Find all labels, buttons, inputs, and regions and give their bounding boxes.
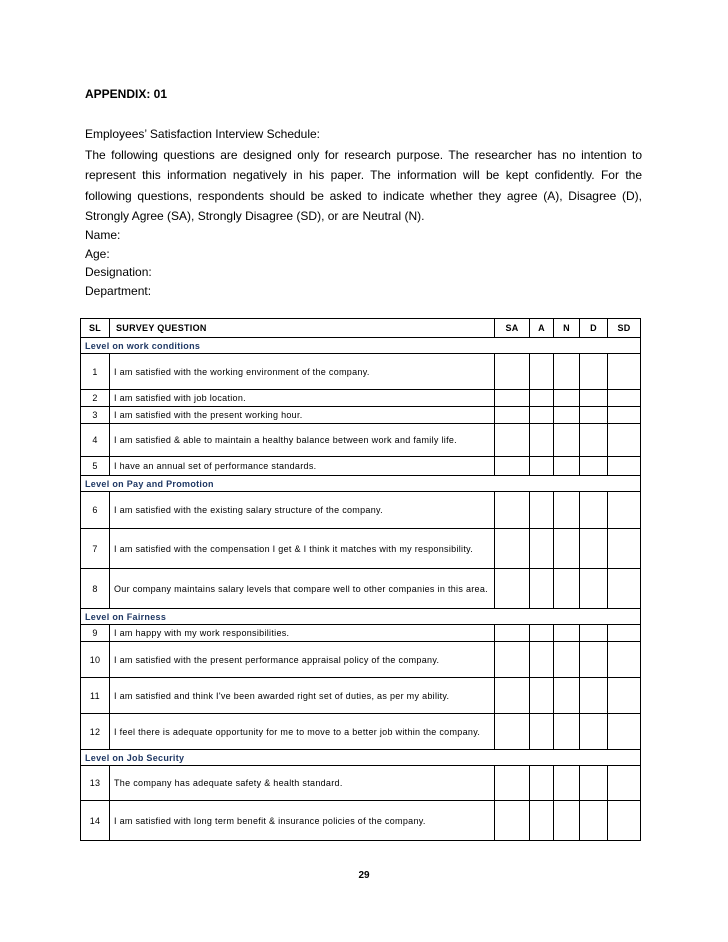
table-row [81, 424, 641, 457]
table-row [81, 354, 641, 390]
row-question: The company has adequate safety & health standard. [110, 766, 495, 801]
answer-cell-sd[interactable] [608, 354, 641, 390]
answer-cell-sa[interactable] [495, 529, 530, 569]
answer-cell-sd[interactable] [608, 390, 641, 407]
row-sl: 2 [81, 390, 110, 407]
answer-cell-sa[interactable] [495, 801, 530, 841]
section-row [81, 476, 641, 492]
page-number: 29 [358, 870, 370, 881]
row-question: I am satisfied with the present performance appraisal policy of the company. [110, 642, 495, 678]
row-question: I am happy with my work responsibilities. [110, 625, 495, 642]
row-question: I am satisfied & able to maintain a healthy balance between work and family life. [110, 424, 495, 457]
answer-cell-a[interactable] [530, 492, 554, 529]
row-sl: 14 [81, 801, 110, 841]
answer-cell-sa[interactable] [495, 492, 530, 529]
intro-title: Employees’ Satisfaction Interview Schedule: [85, 127, 321, 141]
answer-cell-a[interactable] [530, 424, 554, 457]
answer-cell-n[interactable] [554, 766, 580, 801]
table-row [81, 642, 641, 678]
answer-cell-sa[interactable] [495, 678, 530, 714]
answer-cell-sa[interactable] [495, 390, 530, 407]
intro-block [85, 124, 642, 227]
answer-cell-d[interactable] [580, 424, 608, 457]
answer-cell-n[interactable] [554, 390, 580, 407]
table-row [81, 529, 641, 569]
answer-cell-n[interactable] [554, 801, 580, 841]
answer-cell-n[interactable] [554, 678, 580, 714]
section-row [81, 338, 641, 354]
answer-cell-a[interactable] [530, 407, 554, 424]
appendix-heading: APPENDIX: 01 [85, 87, 168, 101]
row-sl: 7 [81, 529, 110, 569]
answer-cell-n[interactable] [554, 457, 580, 476]
section-row [81, 609, 641, 625]
answer-cell-a[interactable] [530, 642, 554, 678]
row-question: I am satisfied and think I've been awarded right set of duties, as per my ability. [110, 678, 495, 714]
row-sl: 1 [81, 354, 110, 390]
table-row [81, 492, 641, 529]
table-row [81, 678, 641, 714]
department-field-label: Department: [85, 283, 152, 298]
table-row [81, 569, 641, 609]
answer-cell-n[interactable] [554, 407, 580, 424]
age-field-label: Age: [85, 246, 110, 261]
answer-cell-d[interactable] [580, 354, 608, 390]
respondent-fields [85, 226, 152, 300]
answer-cell-d[interactable] [580, 569, 608, 609]
table-header-row [81, 319, 641, 338]
answer-cell-sa[interactable] [495, 642, 530, 678]
answer-cell-sa[interactable] [495, 457, 530, 476]
answer-cell-sd[interactable] [608, 714, 641, 750]
answer-cell-sd[interactable] [608, 678, 641, 714]
answer-cell-d[interactable] [580, 390, 608, 407]
answer-cell-a[interactable] [530, 801, 554, 841]
row-question: I am satisfied with long term benefit & insurance policies of the company. [110, 801, 495, 841]
row-question: I have an annual set of performance standards. [110, 457, 495, 476]
answer-cell-sd[interactable] [608, 424, 641, 457]
header-survey-question: SURVEY QUESTION [110, 319, 495, 338]
name-field-label: Name: [85, 228, 121, 242]
answer-cell-d[interactable] [580, 801, 608, 841]
answer-cell-a[interactable] [530, 714, 554, 750]
answer-cell-a[interactable] [530, 457, 554, 476]
section-title: Level on Pay and Promotion [81, 476, 641, 492]
section-row [81, 750, 641, 766]
answer-cell-sd[interactable] [608, 801, 641, 841]
answer-cell-d[interactable] [580, 407, 608, 424]
survey-table-body [81, 338, 641, 841]
answer-cell-sd[interactable] [608, 457, 641, 476]
answer-cell-sd[interactable] [608, 569, 641, 609]
table-row [81, 766, 641, 801]
answer-cell-d[interactable] [580, 678, 608, 714]
answer-cell-sd[interactable] [608, 407, 641, 424]
answer-cell-d[interactable] [580, 766, 608, 801]
row-question: I am satisfied with the present working hour. [110, 407, 495, 424]
answer-cell-sd[interactable] [608, 529, 641, 569]
row-sl: 6 [81, 492, 110, 529]
row-sl: 4 [81, 424, 110, 457]
answer-cell-n[interactable] [554, 529, 580, 569]
answer-cell-sd[interactable] [608, 492, 641, 529]
answer-cell-sa[interactable] [495, 407, 530, 424]
designation-field-label: Designation: [85, 265, 152, 279]
header-n: N [554, 319, 580, 338]
answer-cell-d[interactable] [580, 642, 608, 678]
answer-cell-d[interactable] [580, 457, 608, 476]
table-row [81, 390, 641, 407]
header-sa: SA [495, 319, 530, 338]
answer-cell-n[interactable] [554, 625, 580, 642]
answer-cell-d[interactable] [580, 492, 608, 529]
table-row [81, 801, 641, 841]
survey-table [80, 318, 641, 841]
intro-text: The following questions are designed only for research purpose. The researcher has no intention to represent this information negatively in his paper. The information will be kept confidently. For the following questions, respondents should be asked to indicate whether they agree (A), Disagree (D), Strongly Agree (SA), Strongly Disagree (SD), or are Neutral (N). [85, 147, 642, 223]
table-row [81, 714, 641, 750]
row-sl: 9 [81, 625, 110, 642]
answer-cell-n[interactable] [554, 424, 580, 457]
answer-cell-a[interactable] [530, 766, 554, 801]
answer-cell-n[interactable] [554, 714, 580, 750]
row-sl: 3 [81, 407, 110, 424]
row-question: Our company maintains salary levels that compare well to other companies in this area. [110, 569, 495, 609]
answer-cell-a[interactable] [530, 390, 554, 407]
answer-cell-sa[interactable] [495, 766, 530, 801]
answer-cell-n[interactable] [554, 492, 580, 529]
table-row [81, 407, 641, 424]
answer-cell-sa[interactable] [495, 569, 530, 609]
answer-cell-a[interactable] [530, 529, 554, 569]
header-d: D [580, 319, 608, 338]
header-sl: SL [81, 319, 110, 338]
answer-cell-sa[interactable] [495, 354, 530, 390]
header-sd: SD [608, 319, 641, 338]
row-question: I am satisfied with the working environment of the company. [110, 354, 495, 390]
answer-cell-a[interactable] [530, 678, 554, 714]
section-title: Level on Fairness [81, 609, 641, 625]
row-question: I am satisfied with job location. [110, 390, 495, 407]
row-question: I am satisfied with the existing salary structure of the company. [110, 492, 495, 529]
answer-cell-d[interactable] [580, 714, 608, 750]
section-title: Level on Job Security [81, 750, 641, 766]
row-sl: 12 [81, 714, 110, 750]
answer-cell-n[interactable] [554, 642, 580, 678]
answer-cell-sd[interactable] [608, 625, 641, 642]
row-sl: 11 [81, 678, 110, 714]
answer-cell-sa[interactable] [495, 625, 530, 642]
section-title: Level on work conditions [81, 338, 641, 354]
table-row [81, 457, 641, 476]
row-sl: 13 [81, 766, 110, 801]
row-question: I feel there is adequate opportunity for me to move to a better job within the company. [110, 714, 495, 750]
answer-cell-d[interactable] [580, 529, 608, 569]
table-row [81, 625, 641, 642]
answer-cell-d[interactable] [580, 625, 608, 642]
answer-cell-sd[interactable] [608, 642, 641, 678]
answer-cell-sa[interactable] [495, 424, 530, 457]
answer-cell-a[interactable] [530, 625, 554, 642]
row-question: I am satisfied with the compensation I get & I think it matches with my responsibility. [110, 529, 495, 569]
answer-cell-a[interactable] [530, 354, 554, 390]
row-sl: 8 [81, 569, 110, 609]
row-sl: 5 [81, 457, 110, 476]
header-a: A [530, 319, 554, 338]
answer-cell-sd[interactable] [608, 766, 641, 801]
answer-cell-n[interactable] [554, 354, 580, 390]
answer-cell-a[interactable] [530, 569, 554, 609]
row-sl: 10 [81, 642, 110, 678]
answer-cell-n[interactable] [554, 569, 580, 609]
answer-cell-sa[interactable] [495, 714, 530, 750]
